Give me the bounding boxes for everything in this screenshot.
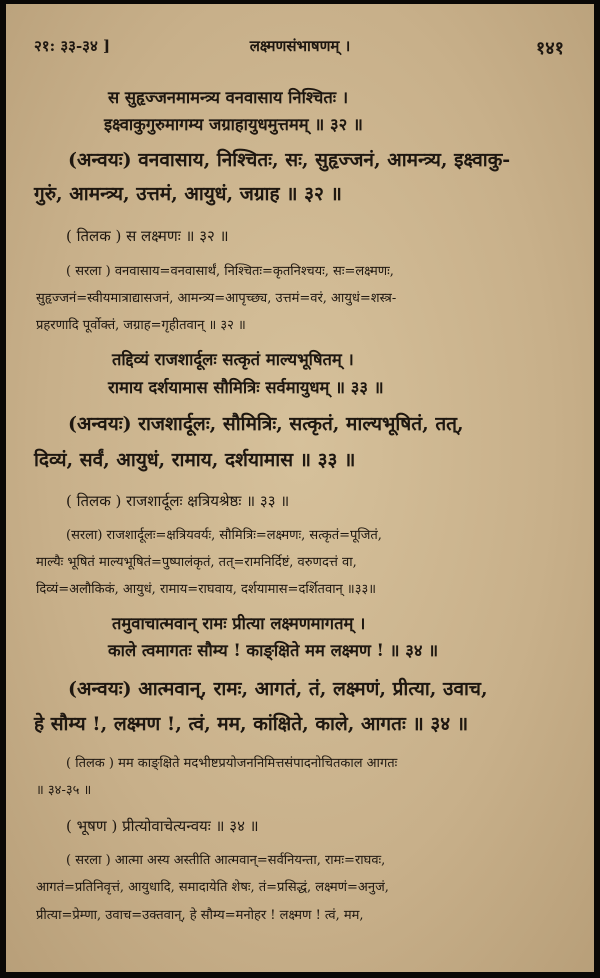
- verse-32-line-2: इक्ष्वाकुगुरुमागम्य जग्राहायुधमुत्तमम् ॥ ३२ ॥: [104, 115, 363, 134]
- anvaya-32-line-2: गुरुं, आमन्त्र्य, उत्तमं, आयुधं, जग्राह ॥ ३२ ॥: [34, 183, 342, 205]
- anvaya-33-line-2: दिव्यं, सर्वं, आयुधं, रामाय, दर्शयामास ॥ ३३ ॥: [34, 449, 356, 471]
- sarala-33-line-1: (सरला) राजशार्दूलः=क्षत्रियवर्यः, सौमित्रिः=लक्ष्मणः, सत्कृतं=पूजितं,: [66, 528, 382, 543]
- bhushan-34: ( भूषण ) प्रीत्योवाचेत्यन्वयः ॥ ३४ ॥: [66, 817, 259, 835]
- verse-32-line-1: स सुहृज्जनमामन्त्र्य वनवासाय निश्चितः ।: [108, 88, 349, 107]
- tilak-34-line-2: ॥ ३४-३५ ॥: [36, 783, 92, 798]
- verse-34-line-2: काले त्वमागतः सौम्य ! काङ्क्षिते मम लक्ष्मण ! ॥ ३४ ॥: [108, 641, 439, 660]
- anvaya-34-line-1: (अन्वयः) आत्मवान्, रामः, आगतं, तं, लक्ष्मणं, प्रीत्या, उवाच,: [68, 678, 488, 700]
- tilak-34-line-1: ( तिलक ) मम काङ्क्षिते मदभीष्टप्रयोजननिमित्तसंपादनोचितकाल आगतः: [66, 756, 398, 771]
- anvaya-34-line-2: हे सौम्य !, लक्ष्मण !, त्वं, मम, कांक्षिते, काले, आगतः ॥ ३४ ॥: [34, 713, 469, 735]
- verse-range: २१: ३३-३४ ]: [34, 37, 111, 55]
- verse-33-line-2: रामाय दर्शयामास सौमित्रिः सर्वमायुधम् ॥ ३३ ॥: [108, 378, 384, 397]
- sarala-34-line-3: प्रीत्या=प्रेम्णा, उवाच=उक्तवान्, हे सौम्य=मनोहर ! लक्ष्मण ! त्वं, मम,: [36, 908, 364, 923]
- anvaya-33-line-1: (अन्वयः) राजशार्दूलः, सौमित्रिः, सत्कृतं, माल्यभूषितं, तत्,: [68, 413, 464, 435]
- verse-34-line-1: तमुवाचात्मवान् रामः प्रीत्या लक्ष्मणमागतम् ।: [112, 614, 366, 633]
- book-page: [6, 4, 594, 972]
- page-header: [6, 36, 594, 64]
- sarala-32-line-1: ( सरला ) वनवासाय=वनवासार्थं, निश्चितः=कृतनिश्चयः, सः=लक्ष्मणः,: [66, 264, 394, 279]
- verse-33-line-1: तद्दिव्यं राजशार्दूलः सत्कृतं माल्यभूषितम् ।: [112, 350, 354, 369]
- tilak-32: ( तिलक ) स लक्ष्मणः ॥ ३२ ॥: [66, 227, 229, 245]
- chapter-title: लक्ष्मणसंभाषणम् ।: [249, 37, 351, 55]
- page-number: १४१: [535, 38, 564, 59]
- sarala-33-line-3: दिव्यं=अलौकिकं, आयुधं, रामाय=राघवाय, दर्शयामास=दर्शितवान् ॥३३॥: [36, 582, 376, 597]
- sarala-32-line-3: प्रहरणादि पूर्वोक्तं, जग्राह=गृहीतवान् ॥ ३२ ॥: [36, 318, 246, 333]
- sarala-32-line-2: सुहृज्जनं=स्वीयमात्राद्यासजनं, आमन्त्र्य=आपृच्छ्य, उत्तमं=वरं, आयुधं=शस्त्र-: [36, 291, 397, 306]
- sarala-34-line-1: ( सरला ) आत्मा अस्य अस्तीति आत्मवान्=सर्वनियन्ता, रामः=राघवः,: [66, 853, 386, 868]
- tilak-33: ( तिलक ) राजशार्दूलः क्षत्रियश्रेष्ठः ॥ ३३ ॥: [66, 492, 290, 510]
- sarala-33-line-2: माल्यैः भूषितं माल्यभूषितं=पुष्पालंकृतं, तत्=रामनिर्दिष्टं, वरुणदत्तं वा,: [36, 555, 357, 570]
- anvaya-32-line-1: (अन्वयः) वनवासाय, निश्चितः, सः, सुहृज्जनं, आमन्त्र्य, इक्ष्वाकु-: [68, 149, 511, 171]
- sarala-34-line-2: आगतं=प्रतिनिवृत्तं, आयुधादि, समादायेति शेषः, तं=प्रसिद्धं, लक्ष्मणं=अनुजं,: [36, 880, 389, 895]
